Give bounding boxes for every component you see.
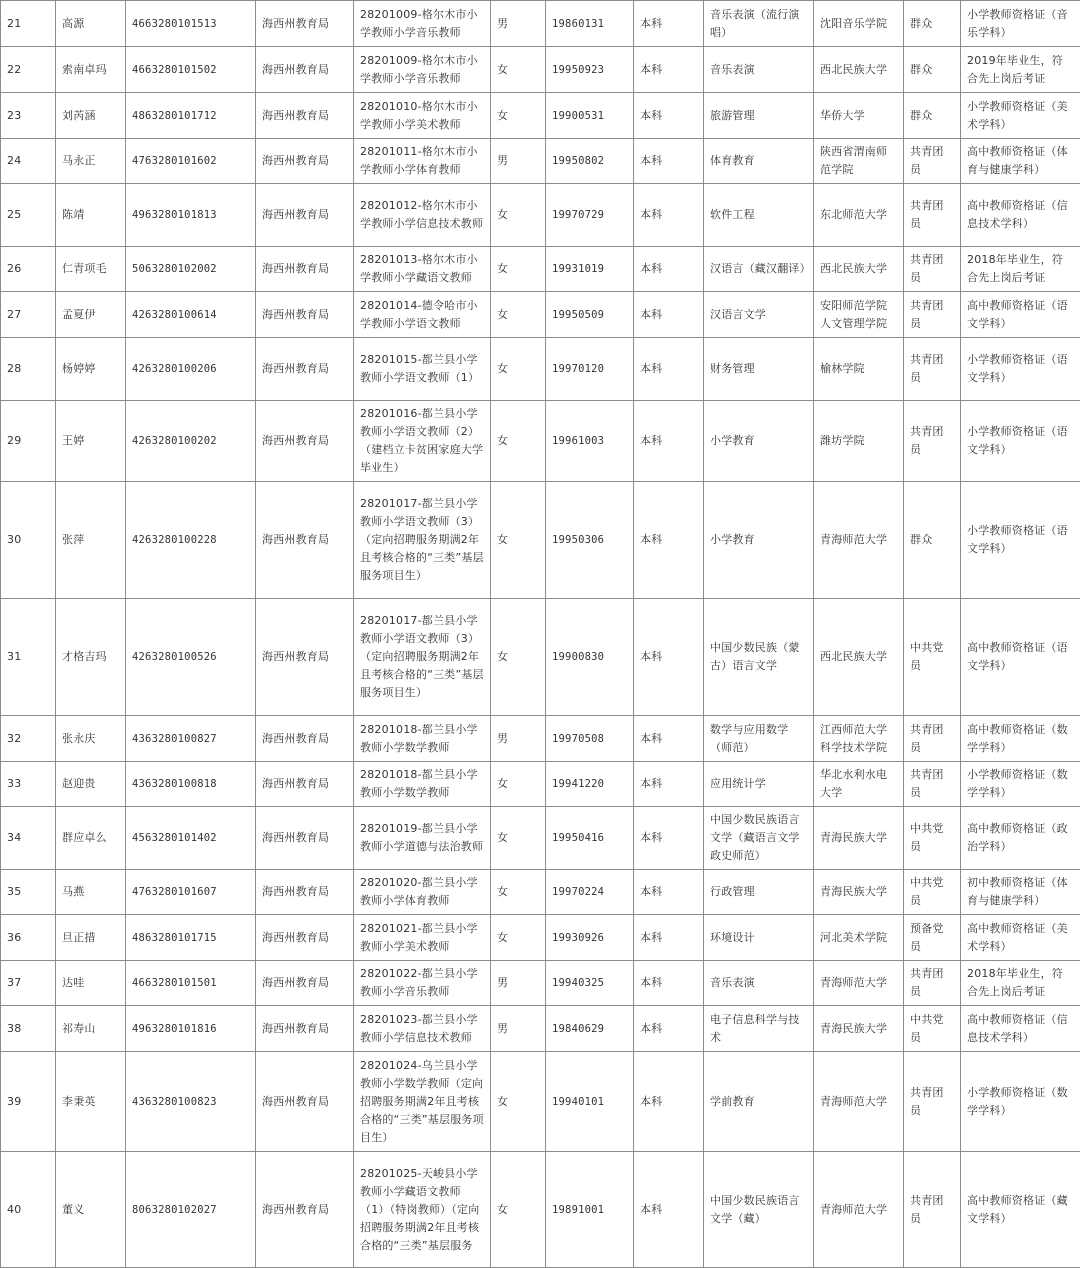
cell-row-no: 38 [1,1006,56,1052]
table-row [1,599,1080,716]
cell-name: 索南卓玛 [56,47,126,93]
cell-department: 海西州教育局 [256,1052,354,1152]
table-row [1,93,1080,139]
cell-row-no: 35 [1,870,56,915]
cell-political-status: 共青团员 [904,961,961,1006]
cell-department: 海西州教育局 [256,247,354,292]
cell-certificate: 高中教师资格证（体育与健康学科） [961,139,1080,184]
table-row [1,139,1080,184]
cell-gender: 男 [491,716,546,762]
table-row [1,1152,1080,1268]
cell-degree: 本科 [634,247,704,292]
cell-birth-date: 19940101 [546,1052,634,1152]
cell-birth-date: 19970729 [546,184,634,247]
cell-political-status: 中共党员 [904,599,961,716]
cell-name: 祁寿山 [56,1006,126,1052]
cell-exam-number: 4263280100614 [126,292,256,338]
cell-major: 旅游管理 [704,93,814,139]
cell-major: 电子信息科学与技术 [704,1006,814,1052]
cell-exam-number: 4863280101712 [126,93,256,139]
cell-gender: 女 [491,870,546,915]
cell-row-no: 32 [1,716,56,762]
cell-exam-number: 8063280102027 [126,1152,256,1268]
cell-exam-number: 4963280101813 [126,184,256,247]
cell-gender: 女 [491,599,546,716]
cell-name: 刘芮涵 [56,93,126,139]
cell-gender: 女 [491,807,546,870]
cell-gender: 男 [491,139,546,184]
cell-name: 马燕 [56,870,126,915]
cell-row-no: 23 [1,93,56,139]
cell-political-status: 共青团员 [904,1052,961,1152]
cell-degree: 本科 [634,338,704,401]
cell-political-status: 群众 [904,47,961,93]
cell-school: 河北美术学院 [814,915,904,961]
cell-political-status: 共青团员 [904,139,961,184]
cell-position: 28201009-格尔木市小学教师小学音乐教师 [354,47,491,93]
cell-position: 28201021-都兰县小学教师小学美术教师 [354,915,491,961]
cell-name: 马永正 [56,139,126,184]
cell-major: 音乐表演（流行演唱） [704,1,814,47]
cell-department: 海西州教育局 [256,401,354,482]
cell-degree: 本科 [634,401,704,482]
cell-political-status: 共青团员 [904,184,961,247]
cell-political-status: 共青团员 [904,762,961,807]
cell-gender: 女 [491,915,546,961]
cell-political-status: 共青团员 [904,338,961,401]
cell-major: 财务管理 [704,338,814,401]
cell-birth-date: 19950509 [546,292,634,338]
cell-exam-number: 4263280100526 [126,599,256,716]
cell-department: 海西州教育局 [256,93,354,139]
cell-name: 陈靖 [56,184,126,247]
cell-row-no: 39 [1,1052,56,1152]
cell-certificate: 高中教师资格证（政治学科） [961,807,1080,870]
cell-political-status: 共青团员 [904,247,961,292]
cell-degree: 本科 [634,915,704,961]
cell-school: 青海民族大学 [814,807,904,870]
cell-position: 28201023-都兰县小学教师小学信息技术教师 [354,1006,491,1052]
cell-name: 李秉英 [56,1052,126,1152]
cell-exam-number: 4263280100202 [126,401,256,482]
cell-certificate: 小学教师资格证（语文学科） [961,338,1080,401]
cell-major: 中国少数民族（蒙古）语言文学 [704,599,814,716]
cell-certificate: 小学教师资格证（数学学科） [961,1052,1080,1152]
cell-row-no: 24 [1,139,56,184]
cell-degree: 本科 [634,1152,704,1268]
cell-exam-number: 5063280102002 [126,247,256,292]
cell-position: 28201009-格尔木市小学教师小学音乐教师 [354,1,491,47]
cell-row-no: 28 [1,338,56,401]
cell-certificate: 高中教师资格证（美术学科） [961,915,1080,961]
cell-department: 海西州教育局 [256,338,354,401]
cell-school: 华侨大学 [814,93,904,139]
cell-certificate: 初中教师资格证（体育与健康学科） [961,870,1080,915]
cell-position: 28201017-都兰县小学教师小学语文教师（3）（定向招聘服务期满2年且考核合格的“三类”基层服务项目生） [354,482,491,599]
cell-department: 海西州教育局 [256,915,354,961]
cell-school: 青海民族大学 [814,870,904,915]
cell-exam-number: 4563280101402 [126,807,256,870]
cell-row-no: 25 [1,184,56,247]
cell-school: 安阳师范学院人文管理学院 [814,292,904,338]
cell-degree: 本科 [634,762,704,807]
cell-degree: 本科 [634,139,704,184]
cell-degree: 本科 [634,599,704,716]
cell-department: 海西州教育局 [256,47,354,93]
cell-birth-date: 19840629 [546,1006,634,1052]
table-row [1,184,1080,247]
cell-name: 赵迎贵 [56,762,126,807]
cell-row-no: 30 [1,482,56,599]
cell-position: 28201019-都兰县小学教师小学道德与法治教师 [354,807,491,870]
cell-school: 青海师范大学 [814,961,904,1006]
cell-political-status: 共青团员 [904,401,961,482]
cell-birth-date: 19891001 [546,1152,634,1268]
cell-degree: 本科 [634,47,704,93]
cell-school: 江西师范大学科学技术学院 [814,716,904,762]
cell-name: 群应卓么 [56,807,126,870]
cell-birth-date: 19950416 [546,807,634,870]
cell-certificate: 高中教师资格证（数学学科） [961,716,1080,762]
cell-position: 28201017-都兰县小学教师小学语文教师（3）（定向招聘服务期满2年且考核合格的“三类”基层服务项目生） [354,599,491,716]
cell-name: 高源 [56,1,126,47]
cell-gender: 女 [491,401,546,482]
cell-degree: 本科 [634,1,704,47]
cell-name: 孟夏伊 [56,292,126,338]
cell-row-no: 36 [1,915,56,961]
table-row [1,1052,1080,1152]
cell-birth-date: 19931019 [546,247,634,292]
cell-political-status: 共青团员 [904,1152,961,1268]
cell-name: 旦正措 [56,915,126,961]
table-row [1,870,1080,915]
cell-major: 软件工程 [704,184,814,247]
cell-major: 音乐表演 [704,47,814,93]
cell-political-status: 群众 [904,93,961,139]
cell-school: 榆林学院 [814,338,904,401]
cell-certificate: 小学教师资格证（语文学科） [961,482,1080,599]
cell-gender: 女 [491,1152,546,1268]
roster-body [1,1,1080,1268]
cell-exam-number: 4763280101607 [126,870,256,915]
cell-political-status: 预备党员 [904,915,961,961]
cell-birth-date: 19860131 [546,1,634,47]
table-row [1,401,1080,482]
cell-exam-number: 4663280101502 [126,47,256,93]
table-row [1,961,1080,1006]
cell-certificate: 2019年毕业生，符合先上岗后考证 [961,47,1080,93]
cell-gender: 女 [491,93,546,139]
cell-exam-number: 4363280100823 [126,1052,256,1152]
cell-exam-number: 4963280101816 [126,1006,256,1052]
cell-position: 28201016-都兰县小学教师小学语文教师（2）（建档立卡贫困家庭大学毕业生） [354,401,491,482]
cell-school: 青海民族大学 [814,1006,904,1052]
cell-name: 张萍 [56,482,126,599]
cell-name: 王婷 [56,401,126,482]
cell-certificate: 小学教师资格证（音乐学科） [961,1,1080,47]
cell-birth-date: 19950306 [546,482,634,599]
cell-major: 学前教育 [704,1052,814,1152]
cell-political-status: 中共党员 [904,870,961,915]
cell-certificate: 高中教师资格证（藏文学科） [961,1152,1080,1268]
cell-exam-number: 4663280101513 [126,1,256,47]
cell-degree: 本科 [634,184,704,247]
cell-birth-date: 19961003 [546,401,634,482]
cell-major: 环境设计 [704,915,814,961]
cell-degree: 本科 [634,1006,704,1052]
cell-certificate: 2018年毕业生，符合先上岗后考证 [961,961,1080,1006]
table-row [1,807,1080,870]
cell-position: 28201018-都兰县小学教师小学数学教师 [354,716,491,762]
cell-row-no: 37 [1,961,56,1006]
table-row [1,762,1080,807]
cell-major: 汉语言（藏汉翻译） [704,247,814,292]
cell-row-no: 34 [1,807,56,870]
table-row [1,915,1080,961]
cell-position: 28201018-都兰县小学教师小学数学教师 [354,762,491,807]
cell-position: 28201015-都兰县小学教师小学语文教师（1） [354,338,491,401]
cell-name: 达哇 [56,961,126,1006]
cell-gender: 女 [491,47,546,93]
cell-position: 28201012-格尔木市小学教师小学信息技术教师 [354,184,491,247]
cell-name: 董义 [56,1152,126,1268]
cell-gender: 女 [491,292,546,338]
cell-department: 海西州教育局 [256,482,354,599]
cell-department: 海西州教育局 [256,184,354,247]
cell-position: 28201014-德令哈市小学教师小学语文教师 [354,292,491,338]
cell-gender: 女 [491,482,546,599]
cell-school: 西北民族大学 [814,247,904,292]
table-row [1,482,1080,599]
cell-department: 海西州教育局 [256,292,354,338]
cell-degree: 本科 [634,1052,704,1152]
cell-certificate: 高中教师资格证（信息技术学科） [961,1006,1080,1052]
cell-gender: 女 [491,338,546,401]
cell-certificate: 高中教师资格证（信息技术学科） [961,184,1080,247]
table-row [1,1006,1080,1052]
cell-department: 海西州教育局 [256,961,354,1006]
cell-political-status: 群众 [904,482,961,599]
cell-school: 西北民族大学 [814,47,904,93]
cell-birth-date: 19950923 [546,47,634,93]
cell-position: 28201011-格尔木市小学教师小学体育教师 [354,139,491,184]
cell-exam-number: 4363280100827 [126,716,256,762]
cell-gender: 女 [491,1052,546,1152]
cell-school: 青海师范大学 [814,482,904,599]
cell-position: 28201022-都兰县小学教师小学音乐教师 [354,961,491,1006]
cell-department: 海西州教育局 [256,762,354,807]
cell-school: 东北师范大学 [814,184,904,247]
cell-birth-date: 19941220 [546,762,634,807]
cell-degree: 本科 [634,292,704,338]
cell-department: 海西州教育局 [256,1,354,47]
cell-row-no: 21 [1,1,56,47]
cell-gender: 男 [491,1006,546,1052]
cell-position: 28201010-格尔木市小学教师小学美术教师 [354,93,491,139]
table-row [1,1,1080,47]
cell-school: 陕西省渭南师范学院 [814,139,904,184]
cell-birth-date: 19930926 [546,915,634,961]
cell-certificate: 小学教师资格证（美术学科） [961,93,1080,139]
cell-gender: 男 [491,961,546,1006]
cell-row-no: 31 [1,599,56,716]
cell-name: 才格吉玛 [56,599,126,716]
cell-certificate: 高中教师资格证（语文学科） [961,292,1080,338]
cell-row-no: 22 [1,47,56,93]
cell-school: 西北民族大学 [814,599,904,716]
cell-birth-date: 19970224 [546,870,634,915]
cell-major: 体育教育 [704,139,814,184]
cell-birth-date: 19970508 [546,716,634,762]
cell-degree: 本科 [634,807,704,870]
cell-political-status: 中共党员 [904,1006,961,1052]
cell-department: 海西州教育局 [256,807,354,870]
cell-certificate: 高中教师资格证（语文学科） [961,599,1080,716]
cell-gender: 男 [491,1,546,47]
cell-position: 28201020-都兰县小学教师小学体育教师 [354,870,491,915]
cell-exam-number: 4863280101715 [126,915,256,961]
cell-degree: 本科 [634,482,704,599]
cell-gender: 女 [491,762,546,807]
cell-certificate: 小学教师资格证（数学学科） [961,762,1080,807]
cell-certificate: 2018年毕业生，符合先上岗后考证 [961,247,1080,292]
cell-exam-number: 4263280100206 [126,338,256,401]
cell-major: 汉语言文学 [704,292,814,338]
cell-birth-date: 19940325 [546,961,634,1006]
cell-degree: 本科 [634,93,704,139]
cell-political-status: 共青团员 [904,292,961,338]
cell-school: 青海师范大学 [814,1052,904,1152]
cell-exam-number: 4263280100228 [126,482,256,599]
cell-row-no: 27 [1,292,56,338]
cell-position: 28201025-天峻县小学教师小学藏语文教师（1）（特岗教师）（定向招聘服务期满2年且考核合格的“三类”基层服务 [354,1152,491,1268]
cell-major: 小学教育 [704,401,814,482]
table-row [1,247,1080,292]
cell-major: 行政管理 [704,870,814,915]
cell-major: 中国少数民族语言文学（藏） [704,1152,814,1268]
cell-school: 潍坊学院 [814,401,904,482]
cell-name: 杨婷婷 [56,338,126,401]
cell-political-status: 中共党员 [904,807,961,870]
cell-major: 数学与应用数学（师范） [704,716,814,762]
cell-school: 华北水利水电大学 [814,762,904,807]
cell-department: 海西州教育局 [256,139,354,184]
cell-degree: 本科 [634,961,704,1006]
cell-row-no: 40 [1,1152,56,1268]
cell-birth-date: 19900830 [546,599,634,716]
cell-department: 海西州教育局 [256,599,354,716]
cell-major: 应用统计学 [704,762,814,807]
cell-major: 中国少数民族语言文学（藏语言文学政史师范） [704,807,814,870]
cell-political-status: 群众 [904,1,961,47]
cell-major: 小学教育 [704,482,814,599]
cell-row-no: 26 [1,247,56,292]
cell-gender: 女 [491,247,546,292]
cell-birth-date: 19970120 [546,338,634,401]
cell-name: 仁青项毛 [56,247,126,292]
cell-exam-number: 4763280101602 [126,139,256,184]
table-row [1,47,1080,93]
cell-department: 海西州教育局 [256,870,354,915]
cell-political-status: 共青团员 [904,716,961,762]
cell-position: 28201024-乌兰县小学教师小学数学教师（定向招聘服务期满2年且考核合格的“三类”基层服务项目生） [354,1052,491,1152]
cell-school: 青海师范大学 [814,1152,904,1268]
cell-row-no: 29 [1,401,56,482]
cell-exam-number: 4663280101501 [126,961,256,1006]
cell-major: 音乐表演 [704,961,814,1006]
cell-department: 海西州教育局 [256,1152,354,1268]
cell-birth-date: 19950802 [546,139,634,184]
cell-certificate: 小学教师资格证（语文学科） [961,401,1080,482]
table-row [1,292,1080,338]
cell-position: 28201013-格尔木市小学教师小学藏语文教师 [354,247,491,292]
cell-school: 沈阳音乐学院 [814,1,904,47]
cell-exam-number: 4363280100818 [126,762,256,807]
cell-degree: 本科 [634,716,704,762]
cell-name: 张永庆 [56,716,126,762]
cell-department: 海西州教育局 [256,1006,354,1052]
cell-department: 海西州教育局 [256,716,354,762]
cell-degree: 本科 [634,870,704,915]
table-row [1,338,1080,401]
table-row [1,716,1080,762]
cell-birth-date: 19900531 [546,93,634,139]
cell-gender: 女 [491,184,546,247]
cell-row-no: 33 [1,762,56,807]
